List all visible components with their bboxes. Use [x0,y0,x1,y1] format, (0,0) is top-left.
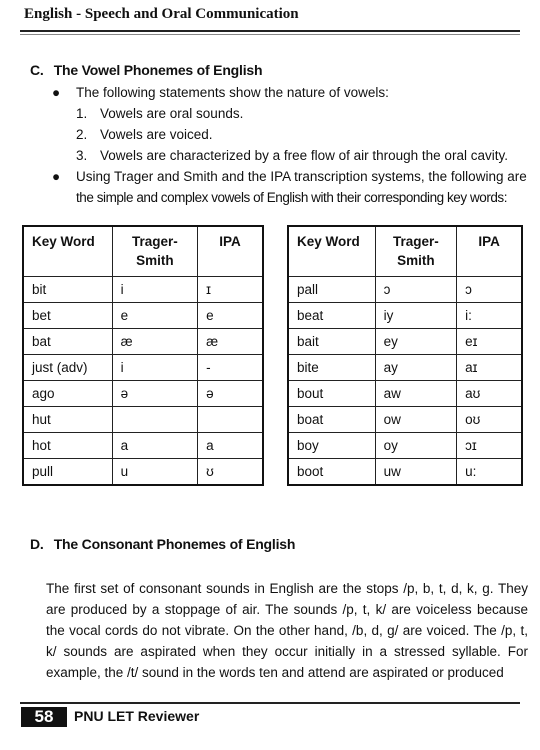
section-d-title: The Consonant Phonemes of English [53,536,296,552]
cell-key: pull [23,459,112,486]
bullet-icon: ● [52,169,61,184]
bullet-text: The following statements show the nature of vowels: [76,85,389,100]
cell-ts: iy [375,303,457,329]
table-row [23,277,263,303]
cell-ipa: ə [198,381,263,407]
cell-key: boy [288,433,375,459]
footer-rule [20,702,520,704]
cell-ipa: a [198,433,263,459]
header-rule [20,30,520,32]
table-row [288,329,522,355]
cell-ipa: ʊ [198,459,263,486]
table-row [23,407,263,433]
table-row [23,329,263,355]
cell-ts: aw [375,381,457,407]
cell-ts: ɔ [375,277,457,303]
bullet-text: Using Trager and Smith and the IPA transcription systems, the following are [76,169,527,184]
table-row [288,433,522,459]
table-row [23,355,263,381]
table-header-row [23,226,263,277]
cell-ipa: aʊ [457,381,522,407]
cell-ts: ow [375,407,457,433]
cell-ts [112,407,197,433]
table-row [288,355,522,381]
cell-key: bait [288,329,375,355]
list-number: 3. [76,148,88,163]
cell-ts: i [112,277,197,303]
cell-ts: ay [375,355,457,381]
list-number: 1. [76,106,88,121]
list-text: Vowels are oral sounds. [100,106,244,121]
cell-ts: ə [112,381,197,407]
cell-key: bat [23,329,112,355]
list-number: 2. [76,127,88,142]
cell-ipa: - [198,355,263,381]
col-ipa: IPA [457,226,522,277]
section-d-letter: D. [30,536,44,552]
list-item [50,145,528,166]
table-row [23,459,263,486]
table-row [288,381,522,407]
page-number: 58 [21,707,67,727]
cell-ts: a [112,433,197,459]
cell-ipa: ɔ [457,277,522,303]
cell-ipa: oʊ [457,407,522,433]
table-row [288,303,522,329]
vowel-table-complex [287,225,523,486]
cell-key: boat [288,407,375,433]
cell-ipa: e [198,303,263,329]
cell-ipa: i: [457,303,522,329]
list-item [50,103,528,124]
cell-ts: i [112,355,197,381]
table-row [23,381,263,407]
table-row [288,459,522,486]
cell-key: just (adv) [23,355,112,381]
cell-key: bite [288,355,375,381]
list-item [50,124,528,145]
cell-ts: æ [112,329,197,355]
consonant-paragraph: The first set of consonant sounds in English are the stops /p, b, t, d, k, g. They are produced by a stoppage of air. The sounds /p, t, k/ are voiceless because the vocal cords do not vibrate. On the other hand, /b, d, g/ are voiced. The /p, t, k/ sounds are aspirated when they occur initially in a stressed syllable. For example, the /t/ sound in the words ten and attend are aspirated or produced [46,581,528,680]
table-row [288,277,522,303]
vowel-statements [50,82,528,208]
cell-ipa: u: [457,459,522,486]
bullet-text-cont: the simple and complex vowels of English with their corresponding key words: [76,190,508,205]
table-row [23,303,263,329]
cell-key: bout [288,381,375,407]
footer-title: PNU LET Reviewer [74,708,200,724]
cell-key: pall [288,277,375,303]
cell-ipa [198,407,263,433]
cell-ipa: æ [198,329,263,355]
cell-key: boot [288,459,375,486]
cell-key: ago [23,381,112,407]
section-c-heading [30,62,262,78]
running-header: English - Speech and Oral Communication [24,6,299,22]
cell-key: hot [23,433,112,459]
section-d-heading [30,536,295,552]
cell-ipa: ɔɪ [457,433,522,459]
list-text: Vowels are characterized by a free flow of air through the oral cavity. [100,148,508,163]
cell-ts: oy [375,433,457,459]
cell-key: bet [23,303,112,329]
cell-key: beat [288,303,375,329]
vowel-table-simple [22,225,264,486]
table-row [23,433,263,459]
col-key-word: Key Word [288,226,375,277]
cell-ipa: eɪ [457,329,522,355]
bullet-icon: ● [52,85,61,100]
col-trager-smith: Trager- Smith [375,226,457,277]
cell-ts: u [112,459,197,486]
section-c-title: The Vowel Phonemes of English [53,62,263,78]
bullet-item [50,166,528,208]
cell-ipa: aɪ [457,355,522,381]
cell-ts: e [112,303,197,329]
table-row [288,407,522,433]
table-header-row [288,226,522,277]
col-key-word: Key Word [23,226,112,277]
col-trager-smith: Trager- Smith [112,226,197,277]
list-text: Vowels are voiced. [100,127,213,142]
cell-key: hut [23,407,112,433]
section-c-letter: C. [30,62,44,78]
bullet-item [50,82,528,103]
cell-key: bit [23,277,112,303]
cell-ipa: ɪ [198,277,263,303]
cell-ts: uw [375,459,457,486]
header-rule-thin [20,34,520,35]
cell-ts: ey [375,329,457,355]
col-ipa: IPA [198,226,263,277]
